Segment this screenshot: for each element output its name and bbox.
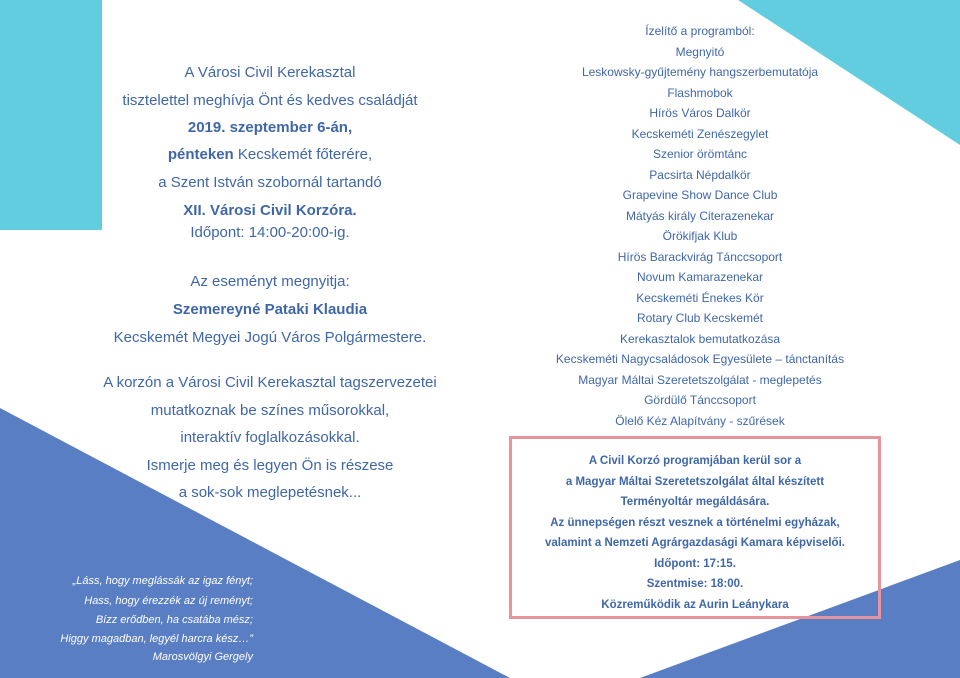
notice-choir: Közreműködik az Aurin Leánykara [601,599,789,611]
programme-item: Leskowsky-gyűjtemény hangszerbemutatója [581,65,819,79]
description-line-2: mutatkoznak be színes műsorokkal, [150,402,390,419]
invitation-day: pénteken [167,146,234,163]
description-line-1: A korzón a Városi Civil Kerekasztal tagszervezetei [103,374,437,391]
notice-mass: Szentmise: 18:00. [646,578,744,590]
opener-title: Kecskemét Megyei Jogú Város Polgármestere. [113,329,427,346]
programme-item: Örökifjak Klub [662,229,738,243]
quote-line-2: Hass, hogy érezzék az új reményt; [84,595,253,607]
invitation-line-1: A Városi Civil Kerekasztal [184,64,356,81]
invitation-event: XII. Városi Civil Korzóra. [183,202,357,219]
programme-item: Pacsirta Népdalkör [649,168,751,182]
notice-line-5: valamint a Nemzeti Agrárgazdasági Kamara képviselői. [545,537,845,549]
programme-item: Hírös Barackvirág Tánccsoport [617,250,783,264]
cyan-block-left [0,0,102,230]
quote-line-4: Higgy magadban, legyél harcra kész…” [60,633,253,645]
notice-line-4: Az ünnepségen részt vesznek a történelmi egyházak, [550,517,840,529]
programme-item: Szenior örömtánc [652,147,748,161]
invitation-time: Időpont: 14:00-20:00-ig. [190,224,350,241]
programme-item: Novum Kamarazenekar [636,270,764,284]
notice-line-2: a Magyar Máltai Szeretetszolgálat által készített [565,476,825,488]
programme-item: Megnyitó [675,45,725,59]
programme-item: Mátyás király Citerazenekar [625,209,775,223]
notice-line-1: A Civil Korzó programjában kerül sor a [588,455,802,467]
programme-item: Kerekasztalok bemutatkozása [619,332,781,346]
description-line-4: Ismerje meg és legyen Ön is részese [146,457,394,474]
programme-item: Hírös Város Dalkör [649,106,751,120]
programme-item: Ölelő Kéz Alapítvány - szűrések [615,414,785,428]
programme-item: Kecskeméti Énekes Kör [636,291,764,305]
programme-item: Rotary Club Kecskemét [636,311,764,325]
programme-item: Grapevine Show Dance Club [622,188,778,202]
description-line-3: interaktív foglalkozásokkal. [180,429,360,446]
description-line-5: a sok-sok meglepetésnek... [178,484,362,501]
opener-label: Az eseményt megnyitja: [190,273,350,290]
invitation-line-2: tisztelettel meghívja Önt és kedves családját [122,92,418,109]
quote-line-3: Bízz erődben, ha csatába mész; [95,614,253,626]
notice-line-3: Terményoltár megáldására. [620,496,770,508]
invitation-date: 2019. szeptember 6-án, [187,119,353,136]
quote-line-1: „Láss, hogy meglássák az igaz fényt; [72,575,253,587]
programme-heading: Ízelítő a programból: [645,24,755,38]
programme-item: Kecskeméti Zenészegylet [631,127,769,141]
programme-item: Magyar Máltai Szeretetszolgálat - meglepetés [578,373,822,387]
programme-item: Flashmobok [667,86,733,100]
invitation-day-line [60,146,480,163]
programme-item: Kecskeméti Nagycsaládosok Egyesülete – tánctanítás [555,352,845,366]
quote-author: Marosvölgyi Gergely [152,651,253,663]
programme-item: Gördülő Tánccsoport [644,393,756,407]
notice-time: Időpont: 17:15. [654,558,736,570]
invitation-line-5: a Szent István szobornál tartandó [158,174,382,191]
invitation-place: Kecskemét főterére, [233,146,373,163]
opener-name: Szemereyné Pataki Klaudia [172,301,368,318]
